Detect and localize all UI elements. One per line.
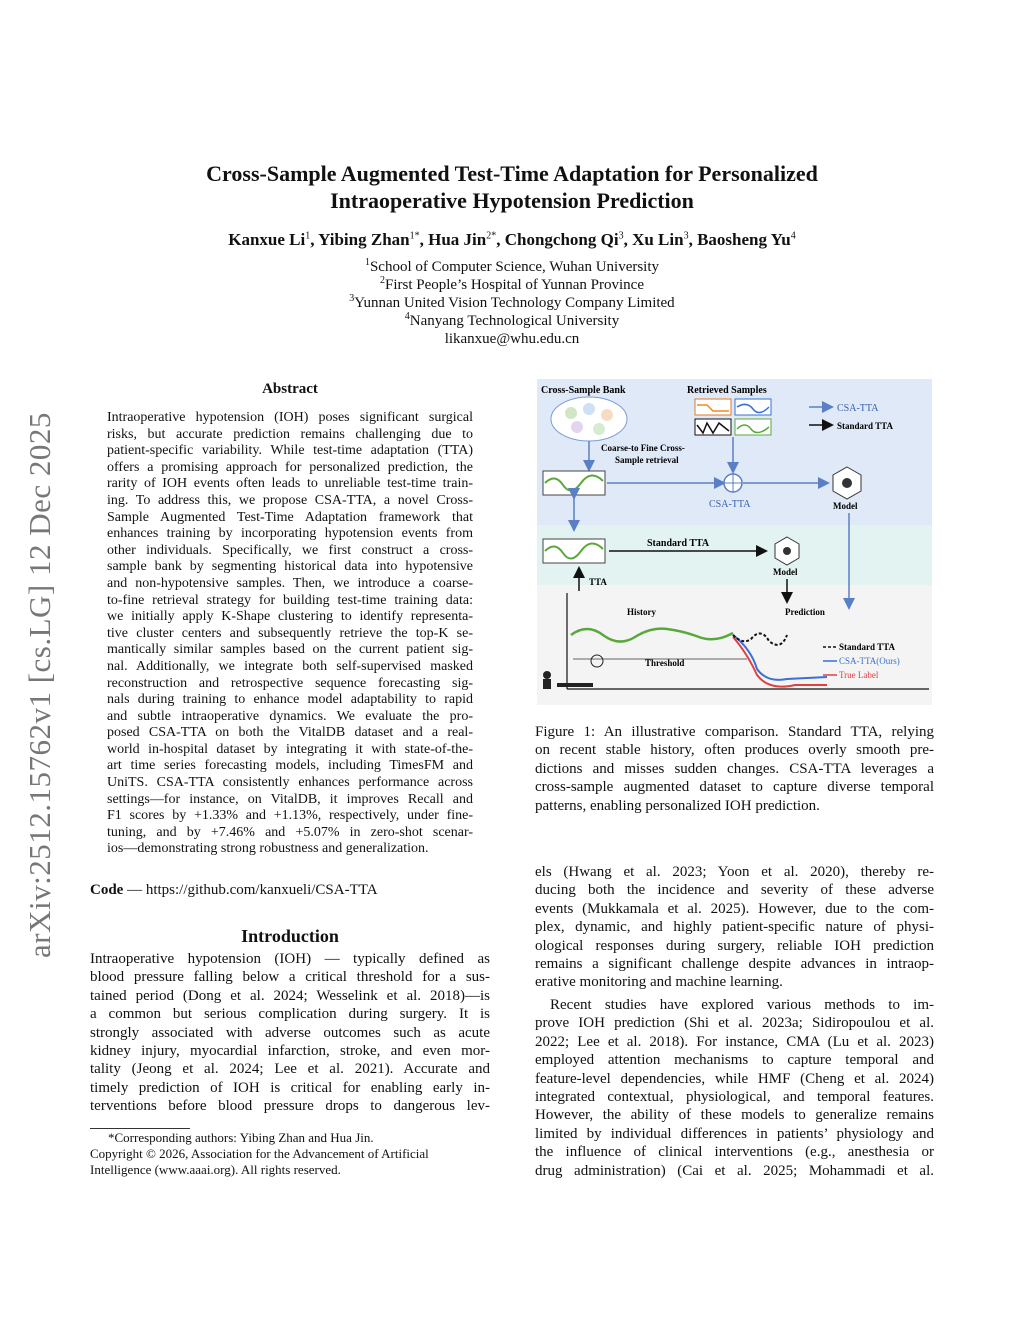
text-line: plex, dynamic, and highly patient-specific nature of physi- [535, 919, 934, 936]
model-label-middle: Model [773, 567, 798, 577]
introduction-body [90, 950, 490, 1116]
text-line: world in-hospital dataset by integrating it with state-of-the- [107, 741, 473, 757]
text-line: timely prediction of IOH is critical for enabling early in- [90, 1079, 490, 1096]
text-line: integrated contextual, physiological, and temporal features. [535, 1089, 934, 1106]
abstract-heading: Abstract [262, 381, 318, 397]
author-list: Kanxue Li$^1$, Yibing Zhan$^{1*}$, Hua Jin$^{2*}$, Chongchong Qi$^3$, Xu Lin$^3$, Baosheng Yu$^4$ [228, 230, 796, 249]
text-line: and non-hypotensive samples. Then, we introduce a coarse- [107, 575, 473, 591]
author-name: Kanxue Li [228, 230, 306, 249]
author-affiliation-sup: 2* [486, 230, 497, 242]
footnote-rule [90, 1128, 190, 1129]
text-line: patterns, enabling personalized IOH prediction. [535, 797, 820, 814]
affiliation-4 [0, 312, 1024, 330]
text-line: limited by individual differences in patients’ physiology and [535, 1125, 934, 1142]
text-line: Recent studies have explored various methods to im- [550, 997, 934, 1013]
text-line: Intraoperative hypotension (IOH) — typically defined as [90, 951, 490, 967]
text-line: cross-sample augmented dataset to capture diverse temporal [535, 779, 934, 796]
affiliation-2 [0, 276, 1024, 294]
text-line: prove IOH prediction (Shi et al. 2023a; Sidiropoulou et al. [535, 1015, 934, 1032]
text-line: terventions before blood pressure drops to dangerous lev- [90, 1098, 490, 1115]
text-line: Intraoperative hypotension (IOH) poses significant surgical [107, 410, 473, 425]
current-signal-box [543, 471, 605, 495]
author-email[interactable]: likanxue@whu.edu.cn [444, 331, 580, 347]
text-line: tuning, and by +7.46% and +5.07% in zero-shot scenar- [107, 824, 473, 840]
text-line: and subtle intraoperative dynamics. We evaluate the pro- [107, 708, 473, 724]
right-column-body-1 [535, 863, 934, 992]
introduction-heading: Introduction [241, 926, 339, 946]
affiliation-sup: 4 [404, 311, 410, 322]
text-line: nals during training to enhance model adaptability to rapid [107, 692, 473, 708]
middle-signal-box [543, 539, 605, 563]
text-line: However, the ability of these models to generalize remains [535, 1107, 934, 1124]
text-line: ological responses during surgery, reliable IOH prediction [535, 937, 934, 954]
text-line: risks, but accurate prediction remains challenging due to [107, 426, 473, 442]
text-line: rarity of IOH events often leads to unreliable test-time train- [107, 476, 473, 492]
text-line: offers a promising approach for personalized prediction, the [107, 459, 473, 475]
text-line: enhances training by incorporating hypotension events from [107, 526, 473, 542]
text-line: feature-level dependencies, while HMF (Cheng et al. 2024) [535, 1070, 934, 1087]
text-line: els (Hwang et al. 2023; Yoon et al. 2020), thereby re- [535, 864, 934, 880]
text-line: art time series forecasting models, including TimesFM and [107, 758, 473, 774]
text-line: tality (Jeong et al. 2024; Lee et al. 2021). Accurate and [90, 1061, 490, 1078]
text-line: posed CSA-TTA on both the VitalDB dataset and a real- [107, 725, 473, 741]
bank-title: Cross-Sample Bank [541, 385, 626, 396]
figure-1-caption [535, 723, 934, 815]
affiliation-text: School of Computer Science, Wuhan University [369, 259, 660, 275]
abstract-body [107, 410, 473, 858]
right-column-body-2 [535, 996, 934, 1180]
text-line: other individuals. Specifically, we first construct a cross- [107, 542, 473, 558]
text-line: dictions and misses sudden changes. CSA-TTA leverages a [535, 760, 934, 777]
text-line: events (Mukkamala et al. 2025). However, due to the com- [535, 900, 934, 917]
legend-true-label: True Label [839, 670, 879, 680]
text-line: ing. To address this, we propose CSA-TTA, a novel Cross- [107, 492, 473, 508]
affiliation-sup: 2 [379, 275, 385, 286]
author-name: Xu Lin [632, 230, 684, 249]
code-link[interactable]: https://github.com/kanxueli/CSA-TTA [145, 882, 378, 898]
text-line: employed attention mechanisms to capture temporal and [535, 1052, 934, 1069]
coarse-label-1: Coarse-to Fine Cross- [601, 443, 685, 453]
retrieved-sample-2 [735, 399, 771, 415]
text-line: mantically similar samples based on the current patient sig- [107, 642, 473, 658]
legend-std-label: Standard TTA [837, 421, 893, 431]
author-name: Yibing Zhan [318, 230, 410, 249]
figure-1 [537, 379, 932, 705]
text-line: nal. Additionally, we integrate both self-supervised masked [107, 658, 473, 674]
figure-1-diagram [537, 379, 932, 705]
title-line-1: Cross-Sample Augmented Test-Time Adaptation for Personalized [206, 161, 818, 186]
text-line: ios—demonstrating strong robustness and generalization. [107, 841, 429, 857]
affiliation-text: Yunnan United Vision Technology Company Limited [354, 295, 675, 311]
text-line: settings—for instance, on VitalDB, it improves Recall and [107, 791, 473, 807]
title-line-2: Intraoperative Hypotension Prediction [330, 188, 694, 213]
text-line: UniTS. CSA-TTA consistently enhances performance across [107, 775, 473, 791]
legend-ours-label: CSA-TTA(Ours) [839, 656, 900, 666]
text-line: tive cluster centers and subsequently retrieve the top-K se- [107, 625, 473, 641]
text-line: we initially apply K-Shape clustering to identify representa- [107, 609, 473, 625]
code-label: Code [90, 882, 124, 898]
text-line: erative monitoring and machine learning. [535, 974, 783, 991]
author-affiliation-sup: 3 [683, 230, 689, 242]
legend-standard-label: Standard TTA [839, 642, 895, 652]
history-label: History [627, 607, 656, 617]
retrieved-title: Retrieved Samples [687, 385, 767, 396]
text-line: patient-specific variability. While test-time adaptation (TTA) [107, 443, 473, 459]
threshold-label: Threshold [645, 658, 685, 668]
text-line: a common but serious complication during surgery. It is [90, 1006, 490, 1023]
csa-node-label: CSA-TTA [709, 499, 751, 510]
affiliation-sup: 3 [349, 293, 355, 304]
text-line: remains a significant challenge despite advances in intraop- [535, 956, 934, 973]
coarse-label-2: Sample retrieval [615, 455, 679, 465]
affiliation-text: Nanyang Technological University [409, 313, 620, 329]
text-line: F1 scores by +1.33% and +1.13%, respectively, under fine- [107, 808, 473, 824]
text-line: ducing both the incidence and severity of these adverse [535, 882, 934, 899]
author-affiliation-sup: 3 [618, 230, 624, 242]
text-line: to-fine retrieval strategy for building test-time training data: [107, 592, 473, 608]
affiliation-sup: 1 [364, 257, 370, 268]
retrieved-sample-1 [695, 399, 731, 415]
text-line: strongly associated with adverse outcomes such as acute [90, 1024, 490, 1041]
text-line: the influence of clinical interventions (e.g., anesthesia or [535, 1144, 934, 1161]
text-line: tained period (Dong et al. 2024; Wesselink et al. 2018)—is [90, 987, 490, 1004]
code-line [90, 882, 378, 899]
model-icon-middle-core [783, 547, 791, 555]
author-name: Baosheng Yu [697, 230, 791, 249]
text-line: Figure 1: An illustrative comparison. Standard TTA, relying [535, 724, 934, 740]
footnote [90, 1130, 490, 1178]
text-line: Sample Augmented Test-Time Adaptation framework that [107, 509, 473, 525]
model-icon-top-core [842, 478, 852, 488]
code-separator: — [123, 882, 146, 898]
author-affiliation-sup: 1* [409, 230, 420, 242]
text-line: blood pressure falling below a critical threshold for a sus- [90, 969, 490, 986]
footnote-line: Copyright © 2026, Association for the Advancement of Artificial [90, 1146, 429, 1161]
prediction-label: Prediction [785, 607, 825, 617]
paper-title [0, 160, 1024, 214]
author-name: Chongchong Qi [504, 230, 619, 249]
text-line: 2022; Lee et al. 2018). For instance, CMA (Lu et al. 2023) [535, 1033, 934, 1050]
footnote-line: *Corresponding authors: Yibing Zhan and Hua Jin. [108, 1130, 374, 1145]
affiliation-3 [0, 294, 1024, 312]
footnote-line: Intelligence (www.aaai.org). All rights reserved. [90, 1162, 341, 1177]
text-line: on recent stable history, often produces overly smooth pre- [535, 742, 934, 759]
affiliation-text: First People’s Hospital of Yunnan Province [384, 277, 644, 293]
arxiv-sidebar-stamp: arXiv:2512.15762v1 [cs.LG] 12 Dec 2025 [22, 412, 57, 958]
text-line: drug administration) (Cai et al. 2025; Mohammadi et al. [535, 1162, 934, 1179]
tta-label: TTA [589, 577, 607, 587]
author-name: Hua Jin [428, 230, 487, 249]
text-line: reconstruction and retrospective sequence forecasting sig- [107, 675, 473, 691]
author-affiliation-sup: 1 [305, 230, 311, 242]
text-line: sample bank by segmenting historical data into hypotensive [107, 559, 473, 575]
author-affiliation-sup: 4 [790, 230, 796, 242]
legend-csa-label: CSA-TTA [837, 403, 879, 414]
text-line: kidney injury, myocardial infarction, stroke, and even mor- [90, 1043, 490, 1060]
standard-tta-label: Standard TTA [647, 538, 710, 549]
model-label-top: Model [833, 501, 858, 511]
affiliation-1 [0, 258, 1024, 276]
